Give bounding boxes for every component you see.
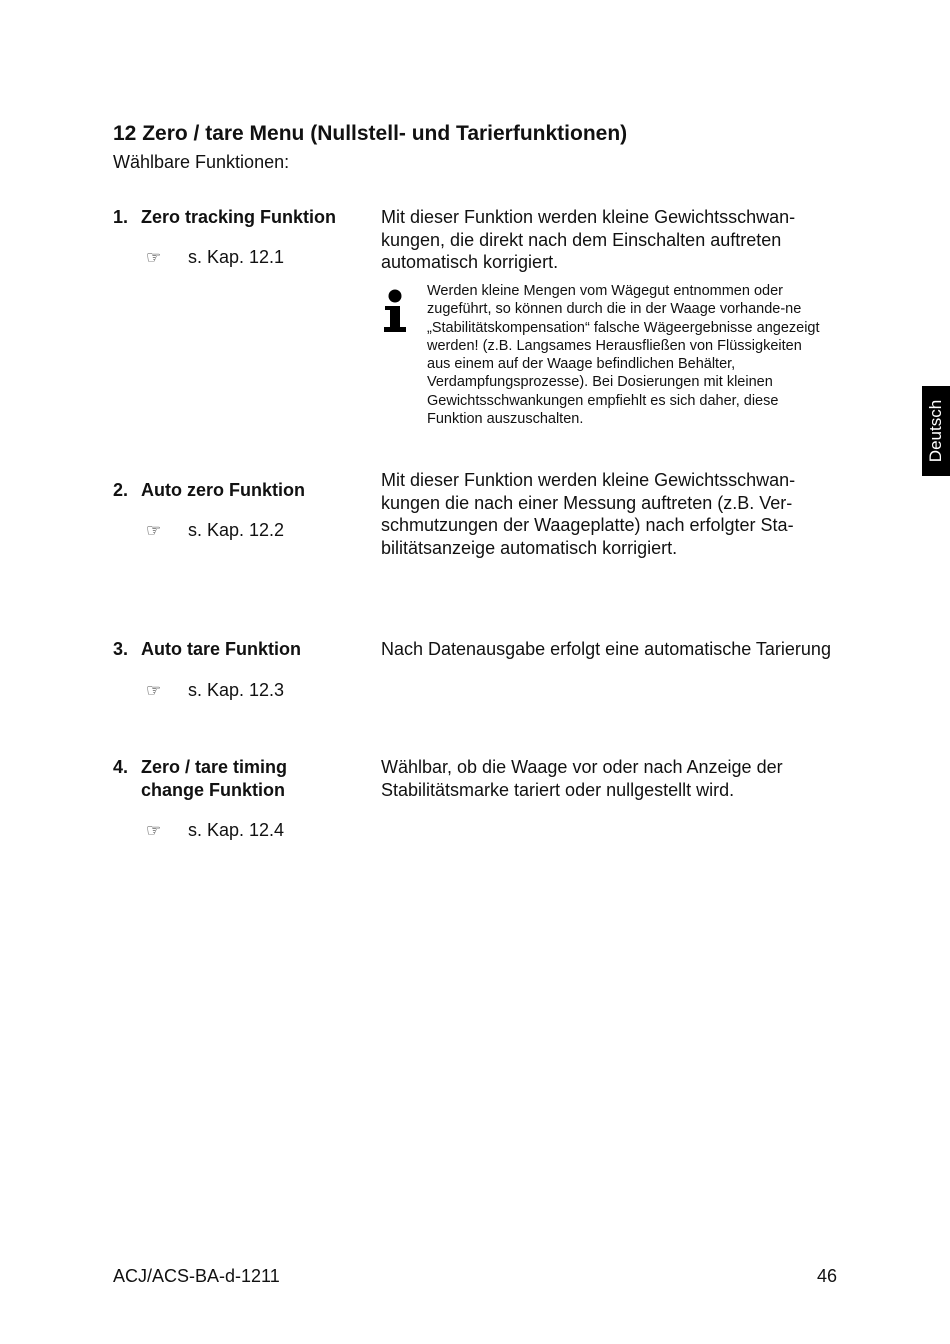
document-id: ACJ/ACS-BA-d-1211 bbox=[113, 1266, 280, 1286]
function-title-zero-tracking bbox=[113, 206, 361, 229]
item-number: 1. bbox=[113, 207, 129, 227]
language-tab bbox=[922, 386, 950, 476]
chapter-reference bbox=[146, 520, 284, 541]
function-description: Mit dieser Funktion werden kleine Gewichtsschwan-kungen die nach einer Messung auftreten (z.B. Ver-schmutzungen der Waageplatte) nach erfolgter Sta-bilitätsanzeige automatisch korrigiert. bbox=[381, 470, 796, 558]
reference-text: s. Kap. 12.3 bbox=[188, 680, 285, 700]
page-number: 46 bbox=[816, 1266, 837, 1286]
reference-text: s. Kap. 12.2 bbox=[188, 520, 285, 540]
chapter-reference bbox=[146, 247, 284, 268]
item-title: Zero / tare timing change Funktion bbox=[141, 757, 288, 800]
info-icon bbox=[381, 289, 409, 333]
item-title: Auto zero Funktion bbox=[141, 480, 305, 500]
reference-text: s. Kap. 12.1 bbox=[188, 247, 285, 267]
function-description: Wählbar, ob die Waage vor oder nach Anzeige der Stabilitätsmarke tariert oder nullgestellt wird. bbox=[381, 757, 783, 800]
pointing-hand-icon: ☞ bbox=[146, 521, 162, 540]
chapter-reference bbox=[146, 680, 284, 701]
item-number: 3. bbox=[113, 639, 129, 659]
page-title: 12 Zero / tare Menu (Nullstell- und Tarierfunktionen) bbox=[113, 122, 628, 145]
item-number: 4. bbox=[113, 757, 129, 777]
function-description: Nach Datenausgabe erfolgt eine automatische Tarierung bbox=[381, 639, 831, 659]
function-description: Mit dieser Funktion werden kleine Gewichtsschwan-kungen, die direkt nach dem Einschalten auftreten automatisch korrigiert. bbox=[381, 207, 796, 272]
chapter-reference bbox=[146, 820, 284, 841]
page-subtitle: Wählbare Funktionen: bbox=[113, 152, 290, 172]
function-title-zero-tare-timing bbox=[113, 756, 321, 802]
function-title-auto-zero bbox=[113, 479, 361, 502]
item-number: 2. bbox=[113, 480, 129, 500]
language-tab-label: Deutsch bbox=[926, 399, 945, 463]
info-note: Werden kleine Mengen vom Wägegut entnommen oder zugeführt, so können durch die in der Waage vorhande-ne „Stabilitätskompensation“ falsche Wägeergebnisse angezeigt werden! (z.B. Langsames Herausfließen von Flüssigkeiten aus einem auf der Waage befindlichen Behälter, Verdampfungsprozesse). Bei Dosierungen mit kleinen Gewichtsschwankungen empfiehlt es sich daher, diese Funktion auszuschalten. bbox=[427, 283, 820, 428]
pointing-hand-icon: ☞ bbox=[146, 681, 162, 700]
item-title: Zero tracking Funktion bbox=[141, 207, 337, 227]
pointing-hand-icon: ☞ bbox=[146, 248, 162, 267]
function-title-auto-tare bbox=[113, 638, 361, 661]
pointing-hand-icon: ☞ bbox=[146, 821, 162, 840]
reference-text: s. Kap. 12.4 bbox=[188, 820, 285, 840]
item-title: Auto tare Funktion bbox=[141, 639, 301, 659]
